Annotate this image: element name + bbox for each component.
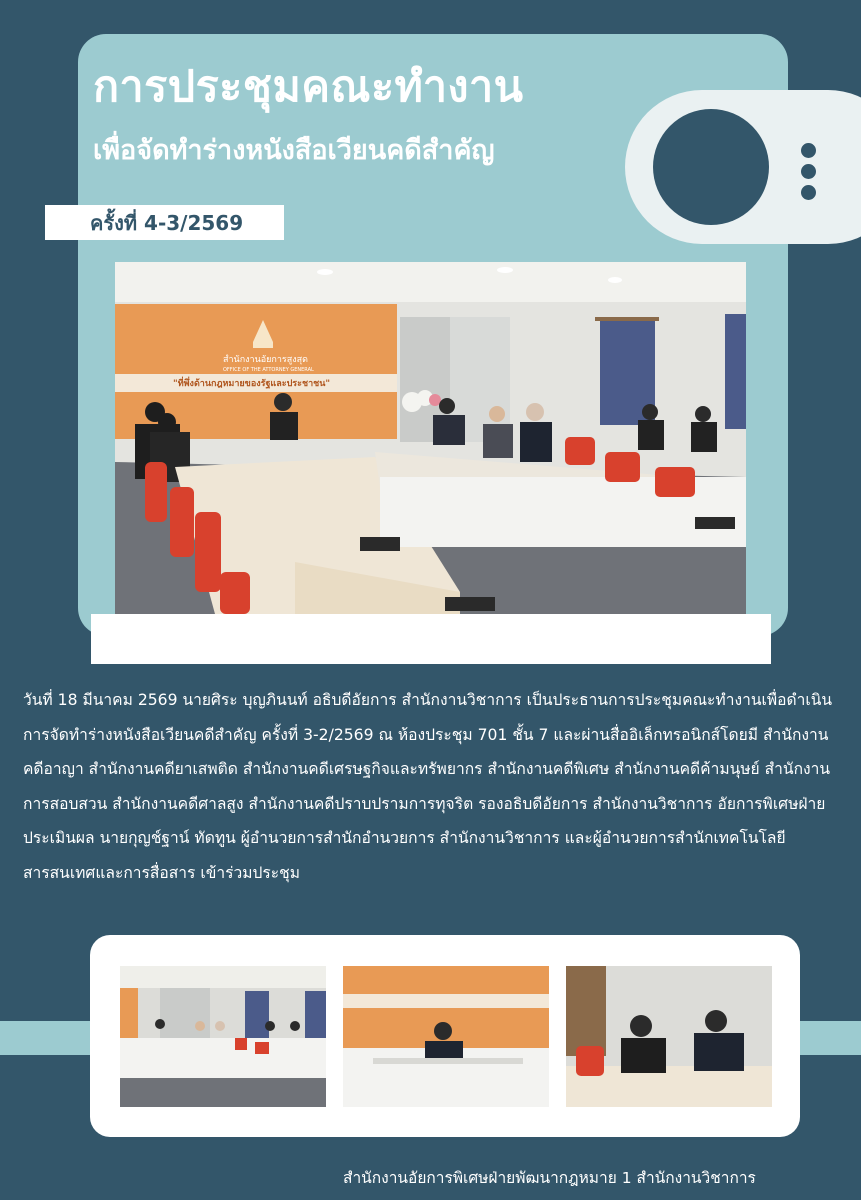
banner-org-en: OFFICE OF THE ATTORNEY GENERAL	[223, 367, 314, 373]
meeting-photo	[115, 262, 746, 614]
page-subtitle: เพื่อจัดทำร่างหนังสือเวียนคดีสำคัญ	[93, 135, 495, 166]
session-label: ครั้งที่ 4-3/2569	[90, 210, 244, 235]
body-text: วันที่ 18 มีนาคม 2569 นายศิระ บุญภินนท์ อธิบดีอัยการ สำนักงานวิชาการ เป็นประธานการประชุมคณะทำงานเพื่อดำเนินการจัดทำร่างหนังสือเวียนคดีสำคัญ ครั้งที่ 3-2/2569 ณ ห้องประชุม 701 ชั้น 7 และผ่านสื่ออิเล็กทรอนิกส์โดยมี สำนักงานคดีอาญา สำนักงานคดียาเสพติด สำนักงานคดีเศรษฐกิจและทรัพยากร สำนักงานคดีพิเศษ สำนักงานคดีค้ามนุษย์ สำนักงานการสอบสวน สำนักงานคดีศาลสูง สำนักงานคดีปราบปรามการทุจริต รองอธิบดีอัยการ สำนักงานวิชาการ อัยการพิเศษฝ่ายประเมินผล นายกุญช์ฐาน์ ทัดทูน ผู้อำนวยการสำนักอำนวยการ สำนักงานวิชาการ และผู้อำนวยการสำนักเทคโนโลยีสารสนเทศและการสื่อสาร เข้าร่วมประชุม	[23, 691, 833, 882]
decorative-circle	[653, 109, 769, 225]
thumbnail-photo-2	[343, 966, 549, 1107]
more-dots-icon	[801, 143, 816, 206]
caption-bar	[91, 614, 771, 664]
banner-org-th: สำนักงานอัยการสูงสุด	[223, 355, 308, 365]
banner-slogan: "ที่พึ่งด้านกฎหมายของรัฐและประชาชน"	[173, 379, 331, 389]
thumbnail-photo-1	[120, 966, 326, 1107]
page-title: การประชุมคณะทำงาน	[93, 62, 524, 112]
thumbnail-photo-3	[566, 966, 772, 1107]
session-badge	[45, 205, 284, 240]
footer-org: สำนักงานอัยการพิเศษฝ่ายพัฒนากฎหมาย 1 สำนักงานวิชาการ	[343, 1169, 756, 1187]
